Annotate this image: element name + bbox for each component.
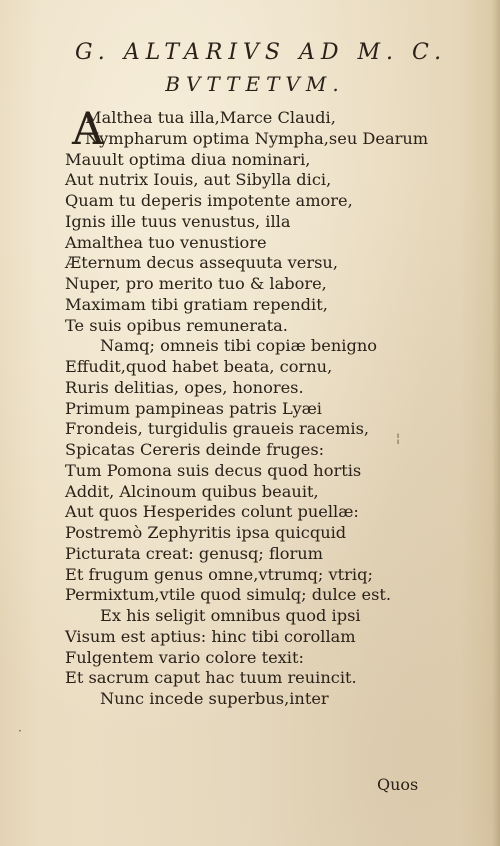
- catchword: Quos: [377, 775, 419, 794]
- verse-line: Ex his seligit omnibus quod ipsi: [100, 606, 361, 625]
- poem-title-line-2: BVTTETVM.: [165, 72, 345, 96]
- verse-line: Namq; omneis tibi copiæ benigno: [100, 336, 378, 356]
- verse-line: Postremò Zephyritis ipsa quicquid: [65, 523, 347, 542]
- margin-mark: ·: [18, 724, 22, 738]
- verse-line: Mauult optima diua nominari,: [65, 149, 311, 169]
- verse-line: Nympharum optima Nympha,seu Dearum: [85, 128, 429, 148]
- verse-line: Et frugum genus omne,vtrumq; vtriq;: [65, 564, 373, 584]
- verse-line: Et sacrum caput hac tuum reuincit.: [65, 668, 357, 688]
- margin-mark: ¦: [396, 431, 401, 445]
- verse-line: Aut quos Hesperides colunt puellæ:: [65, 502, 359, 522]
- verse-line: Addit, Alcinoum quibus beauit,: [65, 481, 319, 501]
- verse-line: Malthea tua illa,Marce Claudi,: [85, 108, 336, 127]
- verse-line: Ruris delitias, opes, honores.: [65, 377, 304, 397]
- verse-line: Ignis ille tuus venustus, illa: [65, 211, 291, 231]
- verse-line: Amalthea tuo venustiore: [65, 232, 267, 252]
- verse-line: Maximam tibi gratiam rependit,: [65, 294, 328, 314]
- verse-line: Aut nutrix Iouis, aut Sibylla dici,: [65, 170, 332, 190]
- verse-line: Frondeis, turgidulis graueis racemis,: [65, 419, 370, 439]
- verse-line: Permixtum,vtile quod simulq; dulce est.: [65, 585, 392, 605]
- verse-line: Fulgentem vario colore texit:: [65, 647, 304, 667]
- poem-verse: [65, 104, 485, 710]
- verse-line: Nuper, pro merito tuo & labore,: [65, 274, 327, 293]
- verse-line: Æternum decus assequuta versu,: [65, 253, 338, 273]
- verse-line: Visum est aptius: hinc tibi corollam: [65, 626, 356, 646]
- verse-line: Te suis opibus remunerata.: [65, 315, 288, 335]
- verse-line: Tum Pomona suis decus quod hortis: [65, 460, 362, 480]
- verse-line: Spicatas Cereris deinde fruges:: [65, 440, 325, 459]
- poem-title-line-1: G. ALTARIVS AD M. C.: [74, 40, 448, 65]
- verse-line: Effudit,quod habet beata, cornu,: [65, 357, 333, 376]
- verse-line: Nunc incede superbus,inter: [100, 689, 329, 708]
- verse-line: Primum pampineas patris Lyæi: [65, 398, 322, 418]
- drop-capital: A: [72, 104, 104, 155]
- verse-line: Picturata creat: genusq; florum: [65, 543, 324, 563]
- verse-line: Quam tu deperis impotente amore,: [65, 191, 353, 210]
